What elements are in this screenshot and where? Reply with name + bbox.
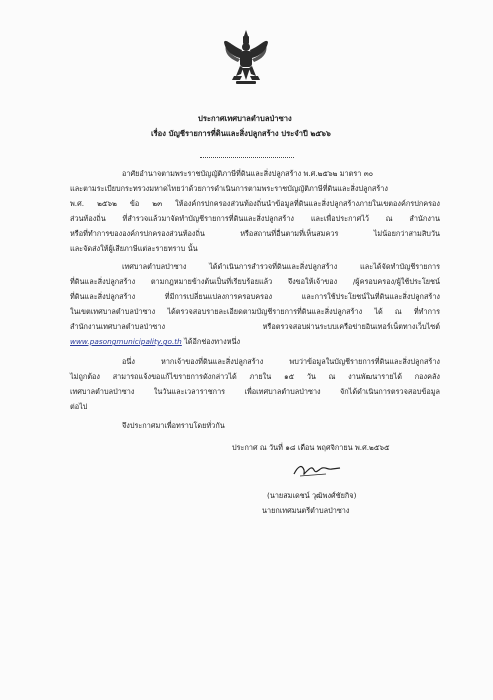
paragraph-1-line: หรือที่ทำการขององค์กรปกครองส่วนท้องถิ่น หรือสถานที่อื่นตามที่เห็นสมควร ไม่น้อยกว่าสามสิบวัน: [70, 229, 440, 238]
paragraph-1-line: พ.ศ. ๒๕๖๒ ข้อ ๒๓ ให้องค์กรปกครองส่วนท้องถิ่นนำข้อมูลที่ดินและสิ่งปลูกสร้างภายในเขตองค์กรปกครอง: [70, 199, 440, 208]
handwritten-signature: [292, 458, 342, 482]
closing-line: จึงประกาศมาเพื่อทราบโดยทั่วกัน: [122, 421, 225, 430]
paragraph-3-line: เทศบาลตำบลป่าซาง ในวันและเวลาราชการ เพื่อเทศบาลตำบลป่าซาง จักได้ดำเนินการตรวจสอบข้อมูล: [70, 387, 440, 396]
paragraph-3-line: อนึ่ง หากเจ้าของที่ดินและสิ่งปลูกสร้าง พบว่าข้อมูลในบัญชีรายการที่ดินและสิ่งปลูกสร้าง: [122, 357, 440, 366]
date-line: ประกาศ ณ วันที่ ๑๘ เดือน พฤศจิกายน พ.ศ.๒๕๖๕: [232, 443, 390, 452]
signer-name: (นายสมเดชน์ วุฒิพงศ์ชัยกิจ): [267, 491, 357, 500]
paragraph-1-line: และตามระเบียบกระทรวงมหาดไทยว่าด้วยการดำเนินการตามพระราชบัญญัติภาษีที่ดินและสิ่งปลูกสร้าง: [70, 184, 388, 193]
paragraph-3-line: ต่อไป: [70, 402, 88, 411]
paragraph-1-line: อาศัยอำนาจตามพระราชบัญญัติภาษีที่ดินและสิ่งปลูกสร้าง พ.ศ.๒๕๖๒ มาตรา ๓๐: [122, 169, 374, 178]
paragraph-2-line: สำนักงานเทศบาลตำบลป่าซาง หรือตรวจสอบผ่านระบบเครือข่ายอินเทอร์เน็ตทางเว็บไซต์: [70, 322, 440, 331]
website-link[interactable]: www.pasongmunicipality.go.th: [70, 337, 182, 346]
paragraph-2-line: ที่ดินและสิ่งปลูกสร้าง ตามกฎหมายข้างต้นเป็นที่เรียบร้อยแล้ว จึงขอให้เจ้าของ /ผู้ครอบครอง/ผู้ใช้ประโยชน์: [70, 277, 440, 286]
signer-title: นายกเทศมนตรีตำบลป่าซาง: [262, 506, 350, 515]
paragraph-1-line: ส่วนท้องถิ่น ที่สำรวจแล้วมาจัดทำบัญชีรายการที่ดินและสิ่งปลูกสร้าง และเพื่อประกาศไว้ ณ สำนักงาน: [70, 214, 440, 223]
divider: [200, 157, 294, 158]
paragraph-2-line: ที่ดินและสิ่งปลูกสร้าง ที่มีการเปลี่ยนแปลงการครอบครอง และการใช้ประโยชน์ในที่ดินและสิ่งปลูกสร้าง: [70, 292, 440, 301]
website-line: [70, 337, 240, 347]
paragraph-2-line: ในเขตเทศบาลตำบลป่าซาง ได้ตรวจสอบรายละเอียดตามบัญชีรายการที่ดินและสิ่งปลูกสร้าง ได้ ณ ที่ทำการ: [70, 307, 440, 316]
paragraph-3-line: ไม่ถูกต้อง สามารถแจ้งขอแก้ไขรายการดังกล่าวได้ ภายใน ๑๕ วัน ณ งานพัฒนารายได้ กองคลัง: [70, 372, 440, 381]
garuda-emblem-icon: [222, 28, 270, 86]
website-suffix: ได้อีกช่องทางหนึ่ง: [181, 337, 241, 346]
announcement-title: ประกาศเทศบาลตำบลป่าซาง: [198, 114, 292, 123]
paragraph-2-line: เทศบาลตำบลป่าซาง ได้ดำเนินการสำรวจที่ดินและสิ่งปลูกสร้าง และได้จัดทำบัญชีรายการ: [122, 262, 440, 271]
paragraph-1-line: และจัดส่งให้ผู้เสียภาษีแต่ละรายทราบ นั้น: [70, 244, 198, 253]
subject-line: เรื่อง บัญชีรายการที่ดินและสิ่งปลูกสร้าง ประจำปี ๒๕๖๖: [151, 129, 331, 138]
